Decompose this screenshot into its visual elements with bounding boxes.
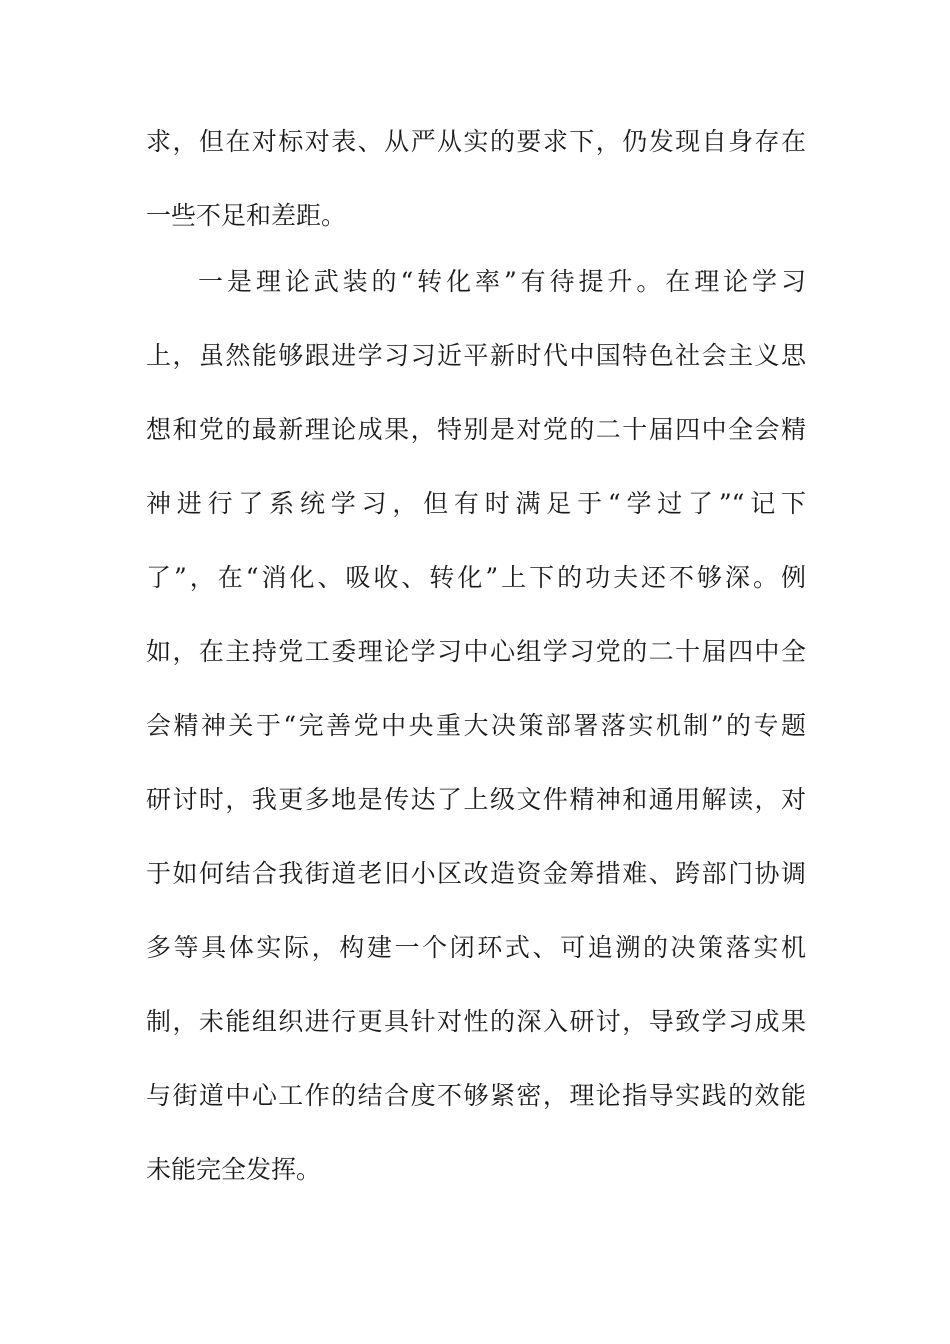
paragraph-line: 多等具体实际，构建一个闭环式、可追溯的决策落实机	[146, 933, 806, 962]
paragraph-line: 与街道中心工作的结合度不够紧密，理论指导实践的效能	[146, 1081, 806, 1110]
paragraph-line: 一些不足和差距。	[146, 201, 347, 230]
paragraph-line: 如，在主持党工委理论学习中心组学习党的二十届四中全	[146, 637, 806, 666]
paragraph-line: 神进行了系统学习，但有时满足于“学过了”“记下	[146, 489, 806, 518]
paragraph-line: 想和党的最新理论成果，特别是对党的二十届四中全会精	[146, 415, 806, 444]
paragraph-line: 求，但在对标对表、从严从实的要求下，仍发现自身存在	[146, 127, 806, 156]
paragraph-line: 未能完全发挥。	[146, 1155, 322, 1184]
paragraph-line: 上，虽然能够跟进学习习近平新时代中国特色社会主义思	[146, 341, 806, 370]
paragraph-line: 研讨时，我更多地是传达了上级文件精神和通用解读，对	[146, 785, 806, 814]
paragraph-line: 会精神关于“完善党中央重大决策部署落实机制”的专题	[146, 711, 806, 740]
paragraph-line: 一是理论武装的“转化率”有待提升。在理论学习	[198, 267, 806, 296]
paragraph-line: 了”，在“消化、吸收、转化”上下的功夫还不够深。例	[146, 563, 806, 592]
paragraph-line: 于如何结合我街道老旧小区改造资金筹措难、跨部门协调	[146, 859, 806, 888]
paragraph-line: 制，未能组织进行更具针对性的深入研讨，导致学习成果	[146, 1007, 806, 1036]
